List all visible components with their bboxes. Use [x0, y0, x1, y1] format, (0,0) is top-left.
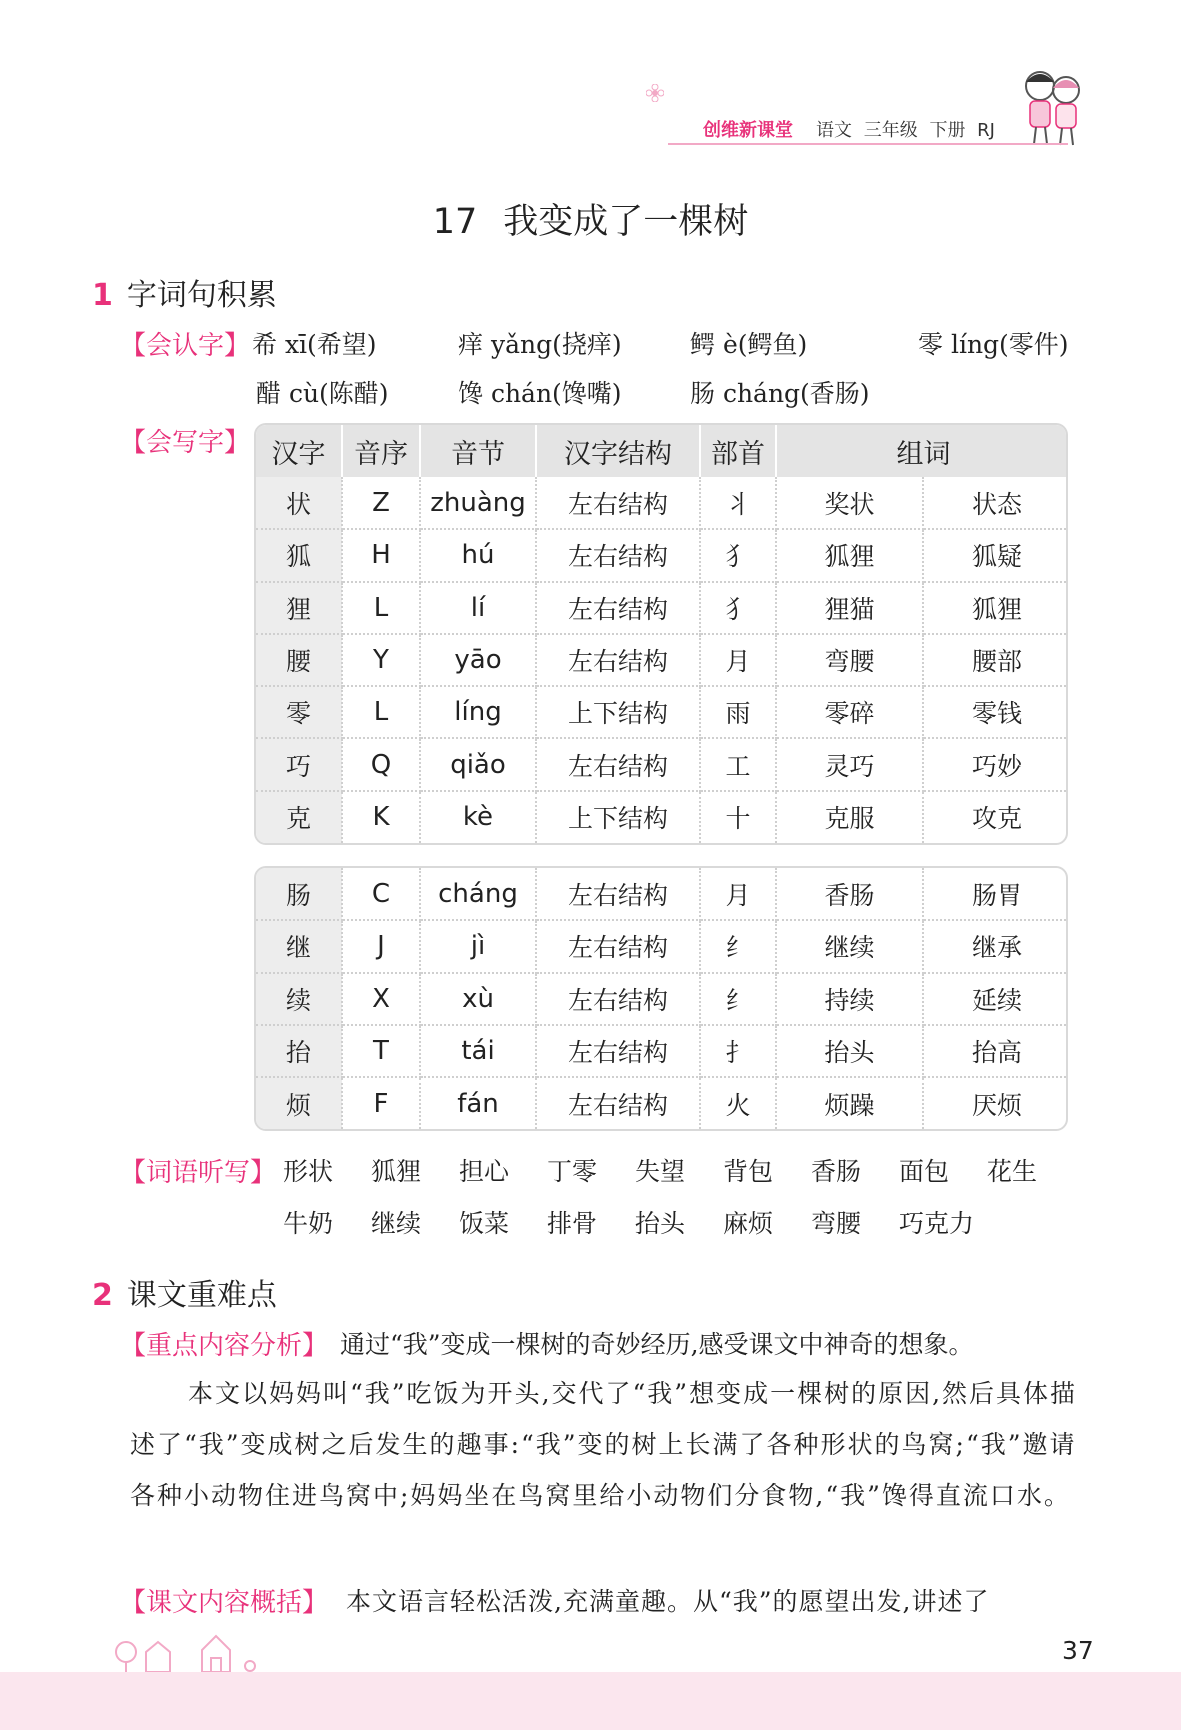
recognize-item: 零 líng(零件) [918, 330, 1069, 359]
initial-cell: K [342, 791, 420, 843]
structure-cell: 上下结构 [536, 791, 700, 843]
header-divider [668, 143, 1068, 145]
dictation-word: 抬头 [635, 1209, 686, 1238]
page-number: 37 [1062, 1636, 1094, 1665]
dictation-word: 继续 [371, 1209, 422, 1238]
dictation-word: 巧克力 [899, 1209, 975, 1238]
dictation-word: 麻烦 [723, 1209, 774, 1238]
recognize-item: 痒 yǎng(挠痒) [458, 330, 622, 359]
initial-cell: Y [342, 634, 420, 686]
initial-cell: T [342, 1025, 420, 1077]
word-cell: 腰部 [923, 634, 1068, 686]
char-cell: 狸 [256, 582, 342, 634]
table-header-row [256, 425, 1068, 477]
recognize-item: 肠 cháng(香肠) [690, 379, 870, 408]
word-cell: 奖状 [776, 477, 923, 529]
table-row [256, 1077, 1068, 1129]
house-doodle-icon [112, 1626, 272, 1672]
pinyin-cell: jì [420, 920, 536, 972]
pinyin-cell: zhuàng [420, 477, 536, 529]
initial-cell: Q [342, 738, 420, 790]
pinyin-cell: fán [420, 1077, 536, 1129]
pinyin-cell: kè [420, 791, 536, 843]
header-initial: 音序 [342, 425, 420, 477]
recognize-item: 希 xī(希望) [252, 330, 377, 359]
word-cell: 肠胃 [923, 868, 1068, 920]
pinyin-cell: lí [420, 582, 536, 634]
word-cell: 狐疑 [923, 529, 1068, 581]
radical-cell: 月 [700, 634, 776, 686]
word-cell: 抬高 [923, 1025, 1068, 1077]
flower-icon [646, 84, 664, 102]
table-row [256, 791, 1068, 843]
lesson-number: 17 [432, 202, 478, 242]
word-cell: 灵巧 [776, 738, 923, 790]
word-cell: 持续 [776, 973, 923, 1025]
section-number: 2 [92, 1278, 113, 1313]
write-table-2 [254, 866, 1068, 1131]
char-cell: 继 [256, 920, 342, 972]
word-cell: 攻克 [971, 804, 1022, 834]
dictation-word: 排骨 [547, 1209, 598, 1238]
table-row [256, 582, 1068, 634]
structure-cell: 左右结构 [536, 1077, 700, 1129]
header-radical: 部首 [700, 425, 776, 477]
recognize-item: 馋 chán(馋嘴) [458, 379, 622, 408]
table-row [256, 868, 1068, 920]
dictation-word: 花生 [987, 1157, 1038, 1186]
char-cell: 零 [256, 686, 342, 738]
recognize-item: 鳄 è(鳄鱼) [690, 330, 808, 359]
dictation-word: 狐狸 [371, 1157, 422, 1186]
word-cell: 抬头 [776, 1025, 923, 1077]
analysis-paragraph: 本文以妈妈叫“我”吃饭为开头,交代了“我”想变成一棵树的原因,然后具体描述了“我”变成树之后发生的趣事:“我”变的树上长满了各种形状的鸟窝;“我”邀请各种小动物住进鸟窝中;妈妈坐在鸟窝里给小动物们分食物,“我”馋得直流口水。 [130, 1379, 1078, 1510]
char-cell: 烦 [256, 1077, 342, 1129]
pinyin-cell: hú [420, 529, 536, 581]
table-row [256, 477, 1068, 529]
radical-cell: 扌 [700, 1025, 776, 1077]
word-cell: 狸猫 [776, 582, 923, 634]
dictation-word: 弯腰 [811, 1209, 862, 1238]
char-cell: 狐 [256, 529, 342, 581]
initial-cell: L [342, 686, 420, 738]
structure-cell: 左右结构 [536, 868, 700, 920]
char-cell: 状 [256, 477, 342, 529]
word-cell: 零碎 [776, 686, 923, 738]
word-cell: 延续 [923, 973, 1068, 1025]
char-cell: 肠 [256, 868, 342, 920]
dictation-word: 背包 [723, 1157, 774, 1186]
initial-cell: Z [342, 477, 420, 529]
structure-cell: 左右结构 [536, 477, 700, 529]
radical-cell: 丬 [700, 477, 776, 529]
table-row [256, 920, 1068, 972]
structure-cell: 左右结构 [536, 738, 700, 790]
book-info: 语文 三年级 下册 RJ [816, 120, 995, 141]
word-cell: 弯腰 [776, 634, 923, 686]
word-cell: 香肠 [776, 868, 923, 920]
radical-cell: 雨 [700, 686, 776, 738]
dictation-word: 香肠 [811, 1157, 862, 1186]
header-structure: 汉字结构 [536, 425, 700, 477]
write-label: 【会写字】 [120, 428, 251, 458]
header-pinyin: 音节 [420, 425, 536, 477]
pinyin-cell: qiǎo [420, 738, 536, 790]
radical-cell: 纟 [700, 920, 776, 972]
char-cell: 腰 [256, 634, 342, 686]
word-cell: 继续 [776, 920, 923, 972]
radical-cell: 犭 [700, 529, 776, 581]
structure-cell: 左右结构 [536, 529, 700, 581]
dictation-word: 担心 [459, 1157, 510, 1186]
structure-cell: 左右结构 [536, 582, 700, 634]
table-row [256, 973, 1068, 1025]
initial-cell: F [342, 1077, 420, 1129]
summary-label: 【课文内容概括】 [120, 1588, 329, 1618]
word-cell: 厌烦 [971, 1090, 1022, 1120]
write-table-1 [254, 423, 1068, 845]
structure-cell: 左右结构 [536, 634, 700, 686]
table-row [256, 738, 1068, 790]
table-row [256, 1025, 1068, 1077]
initial-cell: H [342, 529, 420, 581]
radical-cell: 十 [700, 791, 776, 843]
header-words: 组词 [776, 425, 1068, 477]
recognize-item: 醋 cù(陈醋) [256, 379, 389, 408]
table-row [256, 529, 1068, 581]
table-row [256, 686, 1068, 738]
section-2-heading [92, 1270, 277, 1314]
structure-cell: 左右结构 [536, 920, 700, 972]
dictation-word: 丁零 [547, 1157, 598, 1186]
summary-text: 本文语言轻松活泼,充满童趣。从“我”的愿望出发,讲述了 [346, 1587, 990, 1616]
word-cell: 继承 [923, 920, 1068, 972]
section-1-heading [92, 270, 277, 314]
structure-cell: 左右结构 [536, 973, 700, 1025]
char-cell: 巧 [256, 738, 342, 790]
initial-cell: C [342, 868, 420, 920]
word-cell: 巧妙 [923, 738, 1068, 790]
dictation-label: 【词语听写】 [120, 1158, 277, 1188]
char-cell: 克 [256, 791, 342, 843]
word-cell: 狐狸 [776, 529, 923, 581]
footer-band [0, 1672, 1181, 1730]
pinyin-cell: tái [420, 1025, 536, 1077]
pinyin-cell: xù [420, 973, 536, 1025]
dictation-word: 牛奶 [283, 1209, 334, 1238]
section-title: 课文重难点 [126, 1278, 277, 1313]
pinyin-cell: yāo [420, 634, 536, 686]
key-content-text: 通过“我”变成一棵树的奇妙经历,感受课文中神奇的想象。 [340, 1330, 974, 1359]
radical-cell: 犭 [700, 582, 776, 634]
char-cell: 抬 [256, 1025, 342, 1077]
dictation-word: 失望 [635, 1157, 686, 1186]
char-cell: 续 [256, 973, 342, 1025]
dictation-word: 形状 [283, 1157, 334, 1186]
word-cell: 烦躁 [776, 1077, 923, 1129]
radical-cell: 火 [700, 1077, 776, 1129]
dictation-word: 饭菜 [459, 1209, 510, 1238]
brand-name: 创维新课堂 [703, 120, 793, 141]
cartoon-kids-icon [1010, 68, 1090, 150]
pinyin-cell: líng [420, 686, 536, 738]
structure-cell: 左右结构 [536, 1025, 700, 1077]
word-cell: 克服 [776, 791, 923, 843]
radical-cell: 纟 [700, 973, 776, 1025]
table-row [256, 634, 1068, 686]
radical-cell: 月 [700, 868, 776, 920]
header-char: 汉字 [256, 425, 342, 477]
lesson-name: 我变成了一棵树 [503, 202, 749, 242]
key-content-label: 【重点内容分析】 [120, 1331, 329, 1361]
section-number: 1 [92, 278, 113, 313]
word-cell: 狐狸 [923, 582, 1068, 634]
word-cell: 零钱 [923, 686, 1068, 738]
initial-cell: L [342, 582, 420, 634]
initial-cell: X [342, 973, 420, 1025]
recognize-label: 【会认字】 [120, 331, 251, 361]
word-cell: 状态 [923, 477, 1068, 529]
lesson-title [0, 194, 1181, 244]
section-title: 字词句积累 [126, 278, 277, 313]
initial-cell: J [342, 920, 420, 972]
radical-cell: 工 [700, 738, 776, 790]
page-header [0, 0, 1181, 160]
structure-cell: 上下结构 [536, 686, 700, 738]
dictation-word: 面包 [899, 1157, 950, 1186]
pinyin-cell: cháng [420, 868, 536, 920]
